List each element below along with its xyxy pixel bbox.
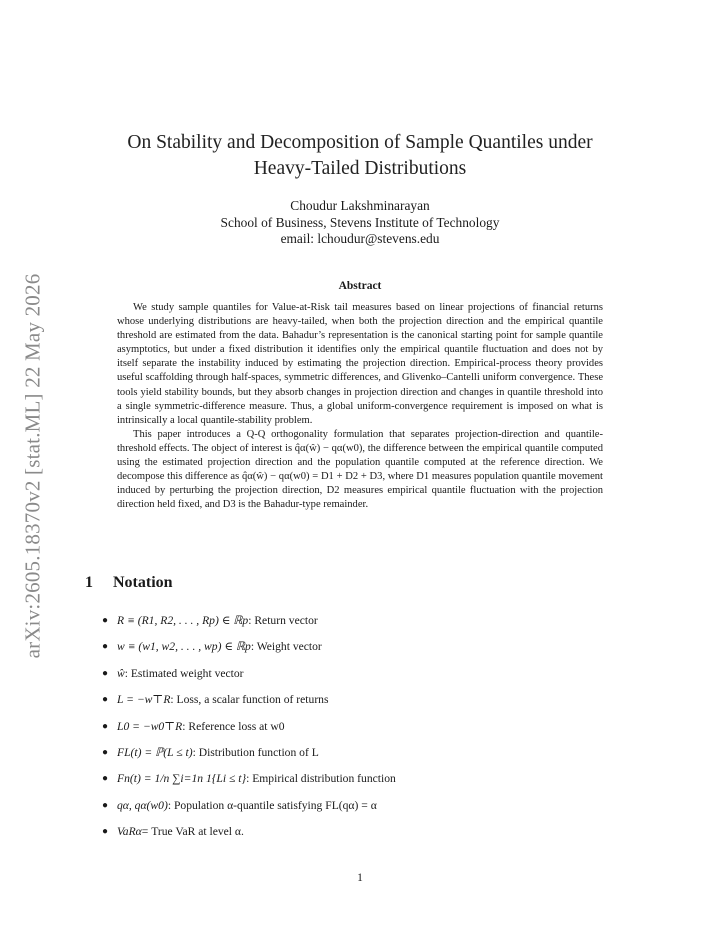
abstract-paragraph-2: This paper introduces a Q-Q orthogonality formulation that separates projection-direction and quantile-threshold effects. The object of interest is q̂α(ŵ) − qα(w0), the difference between the empirical quantile computed using the estimated projection direction and the population quantile computed at the reference direction. We decompose this difference as q̂α(ŵ) − qα(w0) = D1 + D2 + D3, where D1 measures population quantile movement induced by perturbing the projection direction, D2 measures empirical quantile fluctuation with the projection direction held fixed, and D3 is the Bahadur-type remainder. — [117, 428, 603, 511]
notation-text: : Population α-quantile satisfying FL(qα) = α — [167, 798, 377, 812]
bullet-icon: ● — [102, 694, 109, 706]
notation-text: : Return vector — [248, 614, 318, 627]
notation-text: = True VaR at level α. — [141, 825, 244, 839]
list-item — [100, 766, 600, 792]
bullet-icon: ● — [102, 747, 109, 759]
bullet-icon: ● — [102, 799, 109, 811]
notation-text: : Loss, a scalar function of returns — [170, 693, 329, 707]
notation-symbol: w ≡ (w1, w2, . . . , wp) ∈ ℝp — [117, 640, 251, 654]
list-item — [100, 819, 600, 845]
notation-symbol: qα, qα(w0) — [117, 798, 168, 812]
notation-text: : Estimated weight vector — [124, 666, 244, 680]
notation-symbol: FL(t) = ℙ(L ≤ t) — [117, 746, 193, 760]
paper-title: On Stability and Decomposition of Sample Quantiles under Heavy-Tailed Distributions — [127, 132, 593, 179]
list-item — [100, 634, 600, 660]
bullet-icon: ● — [102, 641, 109, 653]
notation-text: : Reference loss at w0 — [182, 719, 285, 733]
notation-symbol: L = −w⊤R — [117, 693, 171, 707]
list-item — [100, 608, 600, 634]
notation-text: : Distribution function of L — [192, 746, 319, 760]
notation-text: : Empirical distribution function — [246, 772, 396, 786]
bullet-icon: ● — [102, 720, 109, 732]
list-item — [100, 687, 600, 713]
notation-symbol: VaRα — [117, 825, 142, 839]
notation-text: : Weight vector — [250, 640, 322, 654]
notation-symbol: ŵ — [117, 666, 125, 680]
author-block — [120, 198, 600, 248]
author-affiliation: School of Business, Stevens Institute of Technology — [220, 214, 500, 230]
list-item — [100, 740, 600, 766]
section-number: 1 — [85, 574, 93, 591]
abstract-paragraph-1: We study sample quantiles for Value-at-Risk tail measures based on linear projections of financial returns whose underlying distributions are heavy-tailed, when both the projection direction and the empirical quantile threshold are estimated from the data. Bahadur’s representation is the canonical starting point for sample quantile asymptotics, but under a fixed distribution it identifies only the empirical quantile fluctuation and does not by itself separate the instability induced by estimating the projection direction. Empirical-process theory provides useful scaffolding through half-spaces, symmetric differences, and Glivenko–Cantelli uniform convergence. These tools yield stability bounds, but they absorb changes in projection direction and changes in quantile threshold into a single symmetric-difference measure. Thus, a global uniform-convergence requirement is imposed on what is intrinsically a local quantile-stability problem. — [117, 302, 603, 426]
notation-symbol: L0 = −w0⊤R — [117, 719, 183, 733]
bullet-icon: ● — [102, 773, 109, 785]
bullet-icon: ● — [102, 826, 109, 838]
notation-symbol: Fn(t) = 1/n ∑i=1n 1{Li ≤ t} — [117, 772, 247, 786]
list-item — [100, 793, 600, 819]
page-number: 1 — [357, 872, 363, 884]
notation-list — [100, 608, 600, 846]
abstract-heading: Abstract — [338, 280, 382, 292]
section-heading — [85, 574, 173, 592]
bullet-icon: ● — [102, 667, 109, 679]
arxiv-identifier: arXiv:2605.18370v2 [stat.ML] 22 May 2026 — [20, 273, 45, 659]
section-title: Notation — [113, 574, 173, 591]
bullet-icon: ● — [102, 615, 109, 626]
abstract-body — [117, 301, 603, 512]
author-name: Choudur Lakshminarayan — [290, 198, 430, 213]
notation-symbol: R ≡ (R1, R2, . . . , Rp) ∈ ℝp — [117, 614, 249, 627]
list-item — [100, 661, 600, 687]
list-item — [100, 714, 600, 740]
author-email: email: lchoudur@stevens.edu — [280, 231, 440, 246]
